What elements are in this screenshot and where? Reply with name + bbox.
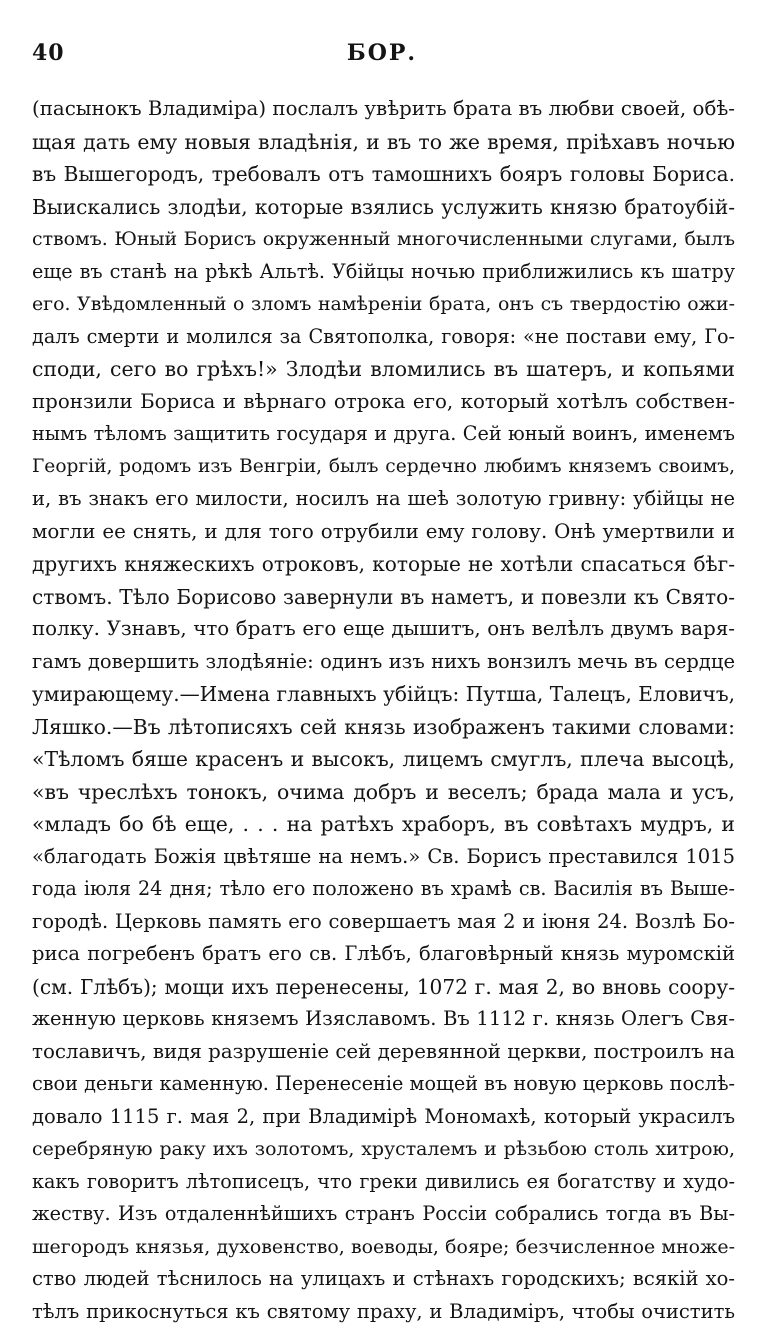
- text-line: его. Увѣдомленный о зломъ намѣреніи брата, онъ съ твердостію ожи-: [32, 288, 735, 321]
- text-line: свои деньги каменную. Перенесеніе мощей въ новую церковь послѣ-: [32, 1068, 735, 1101]
- text-line: женную церковь княземъ Изяславомъ. Въ 1112 г. князь Олегъ Свя-: [32, 1003, 735, 1036]
- text-line: «младъ бо бѣ еще, . . . на ратѣхъ храборъ, въ совѣтахъ мудръ, и: [32, 808, 735, 841]
- text-line: «въ чреслѣхъ тонокъ, очима добръ и веселъ; брада мала и усъ,: [32, 776, 735, 809]
- text-line: года іюля 24 дня; тѣло его положено въ храмѣ св. Василія въ Выше-: [32, 873, 735, 906]
- text-line: жеству. Изъ отдаленнѣйшихъ странъ Россіи собрались тогда въ Вы-: [32, 1198, 735, 1231]
- text-line: Ляшко.—Въ лѣтописяхъ сей князь изображенъ такими словами:: [32, 711, 735, 744]
- text-line: и, въ знакъ его милости, носилъ на шеѣ золотую гривну: убійцы не: [32, 483, 735, 516]
- text-line: какъ говоритъ лѣтописецъ, что греки дивились ея богатству и худо-: [32, 1166, 735, 1199]
- text-line: риса погребенъ братъ его св. Глѣбъ, благовѣрный князь муромскій: [32, 938, 735, 971]
- text-line: «Тѣломъ бяше красенъ и высокъ, лицемъ смуглъ, плеча высоцѣ,: [32, 743, 735, 776]
- text-line: умирающему.—Имена главныхъ убійцъ: Путша, Талецъ, Еловичъ,: [32, 678, 735, 711]
- text-line: щая дать ему новыя владѣнія, и въ то же время, пріѣхавъ ночью: [32, 126, 735, 159]
- text-line: далъ смерти и молился за Святополка, говоря: «не постави ему, Го-: [32, 321, 735, 354]
- text-line: шегородъ князья, духовенство, воеводы, бояре; безчисленное множе-: [32, 1231, 735, 1264]
- text-line: Выискались злодѣи, которые взялись услужить князю братоубій-: [32, 191, 735, 224]
- text-line: ство людей тѣснилось на улицахъ и стѣнахъ городскихъ; всякій хо-: [32, 1263, 735, 1296]
- text-line: ствомъ. Юный Борисъ окруженный многочисленными слугами, былъ: [32, 223, 735, 256]
- text-line: полку. Узнавъ, что братъ его еще дышитъ, онъ велѣлъ двумъ варя-: [32, 613, 735, 646]
- text-line: серебряную раку ихъ золотомъ, хрусталемъ и рѣзьбою столь хитрою,: [32, 1133, 735, 1166]
- text-line: тославичъ, видя разрушеніе сей деревянной церкви, построилъ на: [32, 1036, 735, 1069]
- running-title: БОР.: [32, 40, 732, 66]
- text-line: гамъ довершить злодѣяніе: одинъ изъ нихъ вонзилъ мечь въ сердце: [32, 646, 735, 679]
- text-line: «благодать Божія цвѣтяше на немъ.» Св. Борисъ преставился 1015: [32, 841, 735, 874]
- text-line: въ Вышегородъ, требовалъ отъ тамошнихъ бояръ головы Бориса.: [32, 158, 735, 191]
- text-line: могли ее снять, и для того отрубили ему голову. Онѣ умертвили и: [32, 516, 735, 549]
- text-line: пронзили Бориса и вѣрнаго отрока его, который хотѣлъ собствен-: [32, 386, 735, 419]
- text-line: споди, сего во грѣхъ!» Злодѣи вломились въ шатеръ, и копьями: [32, 353, 735, 386]
- text-line: ствомъ. Тѣло Борисово завернули въ наметъ, и повезли къ Свято-: [32, 581, 735, 614]
- page-header: [32, 40, 732, 80]
- text-line: нымъ тѣломъ защитить государя и друга. Сей юный воинъ, именемъ: [32, 418, 735, 451]
- text-line: Георгій, родомъ изъ Венгріи, былъ сердечно любимъ княземъ своимъ,: [32, 451, 735, 484]
- text-line: (пасынокъ Владиміра) послалъ увѣрить брата въ любви своей, обѣ-: [32, 93, 735, 126]
- text-line: (см. Глѣбъ); мощи ихъ перенесены, 1072 г. мая 2, во вновь соору-: [32, 971, 735, 1004]
- body-text: [32, 93, 735, 1328]
- text-line: другихъ княжескихъ отроковъ, которые не хотѣли спасаться бѣг-: [32, 548, 735, 581]
- text-line: тѣлъ прикоснуться къ святому праху, и Владиміръ, чтобы очистить: [32, 1296, 735, 1328]
- text-line: еще въ станѣ на рѣкѣ Альтѣ. Убійцы ночью приближились къ шатру: [32, 256, 735, 289]
- page-number: 40: [32, 40, 65, 66]
- text-line: городѣ. Церковь память его совершаетъ мая 2 и іюня 24. Возлѣ Бо-: [32, 906, 735, 939]
- text-line: довало 1115 г. мая 2, при Владимірѣ Мономахѣ, который украсилъ: [32, 1101, 735, 1134]
